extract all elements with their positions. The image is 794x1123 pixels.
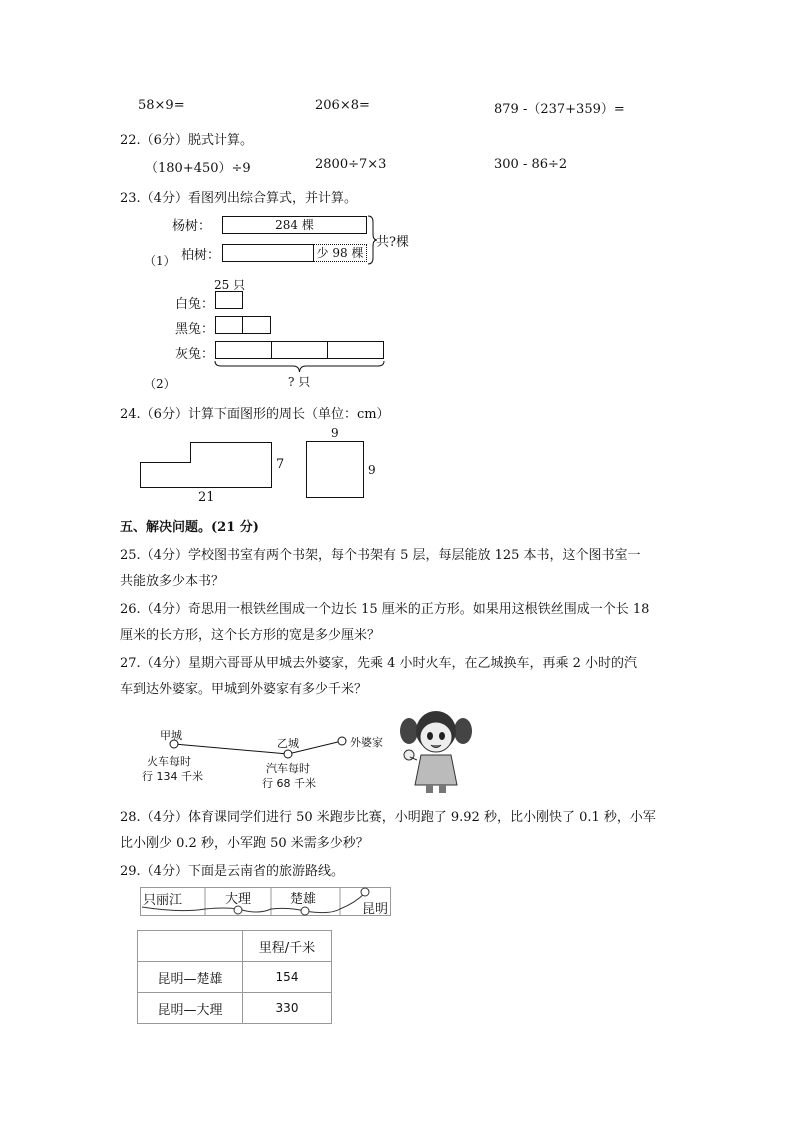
total-label: 共?棵: [376, 235, 409, 250]
q26-line-2: 厘米的长方形，这个长方形的宽是多少厘米？: [120, 628, 381, 643]
q26-line-1: 26.（4分）奇思用一根铁丝围成一个边长 15 厘米的正方形。如果用这根铁丝围成一个长 18: [120, 602, 650, 617]
car-speed-line-1: 汽车每时: [266, 762, 310, 775]
q22-item-1: （180+450）÷9: [145, 161, 251, 176]
yang-bar-label: 284 棵: [275, 218, 314, 232]
table-header-cell: 里程/千米: [243, 931, 332, 962]
grey-rabbit-seg-1: [215, 341, 272, 359]
yang-label: 杨树：: [172, 219, 212, 234]
table-cell: 154: [243, 962, 332, 993]
square-side-label: 9: [368, 463, 376, 477]
black-rabbit-label: 黑兔：: [175, 322, 215, 337]
black-rabbit-seg-1: [215, 316, 243, 334]
route-line: [168, 736, 348, 756]
black-rabbit-seg-2: [242, 316, 271, 334]
q29-title: 29.（4分）下面是云南省的旅游路线。: [120, 864, 344, 879]
table-row: [138, 962, 332, 993]
q23-part2-label: （2）: [144, 377, 176, 391]
place-dali: 大理: [225, 892, 252, 907]
section-5-heading: 五、解决问题。(21 分): [120, 520, 259, 535]
bai-less-label: 少 98 棵: [316, 246, 364, 260]
place-lijiang: 只丽江: [143, 893, 183, 908]
q23-part1-label: （1）: [144, 254, 176, 268]
bai-less-bar: [313, 244, 367, 262]
grey-rabbit-label: 灰兔：: [175, 347, 215, 362]
l-shape-figure: [140, 442, 272, 488]
q27-line-2: 车到达外婆家。甲城到外婆家有多少千米？: [120, 682, 368, 697]
q22-item-2: 2800÷7×3: [315, 157, 387, 172]
square-top-label: 9: [331, 426, 339, 440]
q28-line-1: 28.（4分）体育课同学们进行 50 米跑步比赛，小明跑了 9.92 秒，比小刚快了 0.1 秒，小军: [120, 810, 656, 825]
table-header-cell: [138, 931, 243, 962]
l-shape-width: 21: [198, 490, 215, 505]
rabbit-unit-label: 25 只: [214, 278, 246, 292]
girl-illustration: [395, 705, 477, 795]
calc-2: 206×8=: [315, 98, 370, 113]
q23-title: 23.（4分）看图列出综合算式，并计算。: [120, 191, 357, 206]
square-figure: [306, 441, 364, 498]
table-header-row: [138, 931, 332, 962]
table-cell: 昆明—大理: [138, 993, 243, 1024]
rabbit-total-label: ? 只: [288, 375, 311, 389]
car-speed-line-2: 行 68 千米: [262, 777, 316, 790]
q22-title: 22.（6分）脱式计算。: [120, 133, 253, 148]
distance-table: [137, 930, 332, 1024]
rabbit-brace: [215, 361, 384, 373]
white-rabbit-label: 白兔：: [175, 297, 215, 312]
q28-line-2: 比小刚少 0.2 秒，小军跑 50 米需多少秒？: [120, 836, 369, 851]
table-row: [138, 993, 332, 1024]
q24-title: 24.（6分）计算下面图形的周长（单位：cm）: [120, 407, 390, 422]
l-shape-height: 7: [276, 457, 285, 472]
yi-city-label: 乙城: [277, 737, 299, 750]
grandma-home-label: 外婆家: [350, 736, 383, 749]
grey-rabbit-seg-3: [327, 341, 384, 359]
white-rabbit-bar: [215, 291, 243, 309]
q27-line-1: 27.（4分）星期六哥哥从甲城去外婆家，先乘 4 小时火车，在乙城换车，再乘 2 小时的汽: [120, 656, 638, 671]
table-cell: 330: [243, 993, 332, 1024]
q25-line-1: 25.（4分）学校图书室有两个书架，每个书架有 5 层，每层能放 125 本书，这个图书室一: [120, 548, 641, 563]
bai-label: 柏树：: [181, 248, 221, 263]
table-cell: 昆明—楚雄: [138, 962, 243, 993]
train-speed-line-2: 行 134 千米: [142, 770, 203, 783]
grey-rabbit-seg-2: [271, 341, 328, 359]
train-speed-line-1: 火车每时: [147, 755, 191, 768]
place-kunming: 昆明: [362, 902, 389, 917]
bai-bar: [222, 244, 314, 262]
q25-line-2: 共能放多少本书？: [120, 574, 225, 589]
yang-bar: [222, 216, 367, 234]
calc-1: 58×9=: [138, 98, 185, 113]
place-chuxiong: 楚雄: [290, 892, 317, 907]
q22-item-3: 300 - 86÷2: [494, 157, 568, 172]
calc-3: 879 -（237+359）=: [494, 102, 625, 117]
jia-city-label: 甲城: [160, 729, 182, 742]
